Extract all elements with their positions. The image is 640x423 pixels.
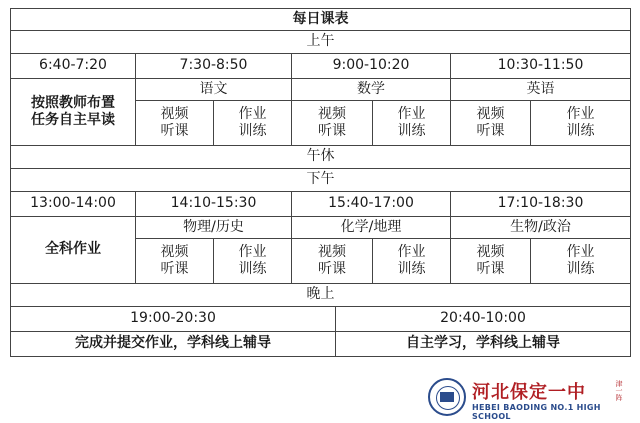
training-text: 训练 (397, 123, 426, 139)
homework-text: 作业 (397, 243, 426, 260)
morning-time-2: 7:30-8:50 (136, 54, 292, 79)
homework-text: 作业 (397, 105, 426, 122)
video-text: 视频 (476, 243, 505, 260)
homework-text: 作业 (566, 243, 595, 260)
subject-chinese: 语文 (136, 79, 292, 101)
lesson-text: 听课 (160, 123, 189, 139)
morning-time-4: 10:30-11:50 (451, 54, 631, 79)
afternoon-time-1: 13:00-14:00 (11, 192, 136, 217)
school-logo (428, 378, 624, 421)
video-lesson-cell (451, 239, 531, 284)
noon-break-label: 午休 (11, 146, 631, 169)
homework-cell (214, 101, 292, 146)
evening-time-1: 19:00-20:30 (11, 307, 336, 332)
evening-label: 晚上 (11, 284, 631, 307)
video-text: 视频 (318, 105, 346, 122)
school-seal-icon (428, 378, 466, 416)
training-text: 训练 (238, 123, 267, 139)
homework-cell (531, 101, 631, 146)
school-name-cn: 河北保定一中 (472, 382, 586, 403)
afternoon-time-4: 17:10-18:30 (451, 192, 631, 217)
afternoon-time-3: 15:40-17:00 (292, 192, 451, 217)
morning-reading-line-2: 任务自主早读 (31, 112, 115, 128)
morning-reading-cell (11, 79, 136, 146)
schedule-table (10, 8, 631, 357)
homework-cell (373, 239, 451, 284)
video-text: 视频 (318, 243, 346, 260)
lesson-text: 听课 (318, 261, 346, 277)
homework-cell (373, 101, 451, 146)
logo-small-mark: 津一阵 (615, 380, 623, 401)
all-subject-homework-cell: 全科作业 (11, 217, 136, 284)
schedule-title: 每日课表 (11, 9, 631, 31)
homework-text: 作业 (238, 105, 267, 122)
homework-text: 作业 (238, 243, 267, 260)
lesson-text: 听课 (160, 261, 189, 277)
video-text: 视频 (160, 105, 189, 122)
afternoon-time-2: 14:10-15:30 (136, 192, 292, 217)
homework-cell (531, 239, 631, 284)
evening-time-2: 20:40-10:00 (336, 307, 631, 332)
training-text: 训练 (238, 261, 267, 277)
video-lesson-cell (451, 101, 531, 146)
lesson-text: 听课 (318, 123, 346, 139)
lesson-text: 听课 (476, 123, 505, 139)
video-lesson-cell (136, 101, 214, 146)
lesson-text: 听课 (476, 261, 505, 277)
homework-cell (214, 239, 292, 284)
subject-chemistry-geography: 化学/地理 (292, 217, 451, 239)
video-text: 视频 (160, 243, 189, 260)
morning-time-1: 6:40-7:20 (11, 54, 136, 79)
subject-english: 英语 (451, 79, 631, 101)
video-lesson-cell (136, 239, 214, 284)
subject-biology-politics: 生物/政治 (451, 217, 631, 239)
afternoon-label: 下午 (11, 169, 631, 192)
video-lesson-cell (292, 101, 373, 146)
video-lesson-cell (292, 239, 373, 284)
morning-label: 上午 (11, 31, 631, 54)
morning-time-3: 9:00-10:20 (292, 54, 451, 79)
subject-math: 数学 (292, 79, 451, 101)
video-text: 视频 (476, 105, 505, 122)
training-text: 训练 (566, 123, 595, 139)
evening-task-1: 完成并提交作业，学科线上辅导 (11, 332, 336, 357)
school-name-en: HEBEI BAODING NO.1 HIGH SCHOOL (472, 403, 601, 421)
training-text: 训练 (566, 261, 595, 277)
homework-text: 作业 (566, 105, 595, 122)
morning-reading-line-1: 按照教师布置 (31, 94, 115, 111)
subject-physics-history: 物理/历史 (136, 217, 292, 239)
evening-task-2: 自主学习，学科线上辅导 (336, 332, 631, 357)
training-text: 训练 (397, 261, 426, 277)
